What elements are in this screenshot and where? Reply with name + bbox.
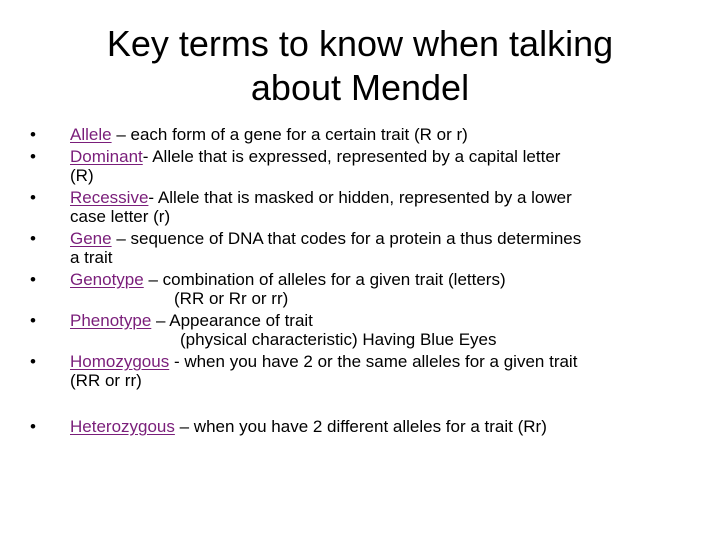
term-genotype: Genotype (70, 270, 144, 289)
term-allele: Allele (70, 125, 112, 144)
bullet-icon: • (30, 147, 36, 166)
title-line-2: about Mendel (250, 67, 470, 108)
definition-homozygous: - when you have 2 or the same alleles for a given trait (169, 352, 578, 371)
term-dominant: Dominant (70, 147, 143, 166)
term-heterozygous: Heterozygous (70, 417, 175, 436)
definition-gene-continued: a trait (70, 248, 113, 267)
definition-genotype: – combination of alleles for a given trait (letters) (143, 270, 506, 289)
list-item-phenotype (28, 311, 688, 349)
list-item-dominant (28, 147, 688, 185)
term-recessive: Recessive (70, 188, 149, 207)
definition-phenotype: – Appearance of trait (151, 311, 313, 330)
bullet-icon: • (30, 125, 36, 144)
list-item-recessive (28, 188, 688, 226)
definition-genotype-continued: (RR or Rr or rr) (174, 289, 289, 308)
definition-homozygous-continued: (RR or rr) (70, 371, 142, 390)
bullet-icon: • (30, 417, 36, 436)
key-terms-list (28, 125, 688, 439)
definition-dominant-continued: (R) (70, 166, 94, 185)
term-phenotype: Phenotype (70, 311, 152, 330)
bullet-icon: • (30, 352, 36, 371)
list-item-gene (28, 229, 688, 267)
definition-phenotype-continued: (physical characteristic) Having Blue Eyes (180, 330, 497, 349)
term-homozygous: Homozygous (70, 352, 170, 371)
definition-recessive-continued: case letter (r) (70, 207, 171, 226)
term-gene: Gene (70, 229, 112, 248)
title-line-1: Key terms to know when talking (106, 23, 614, 64)
definition-heterozygous: – when you have 2 different alleles for a trait (Rr) (174, 417, 547, 436)
definition-allele: – each form of a gene for a certain trait (R or r) (111, 125, 468, 144)
bullet-icon: • (30, 188, 36, 207)
definition-dominant: - Allele that is expressed, represented by a capital letter (142, 147, 561, 166)
definition-gene: – sequence of DNA that codes for a protein a thus determines (111, 229, 582, 248)
bullet-icon: • (30, 229, 36, 248)
list-item-genotype (28, 270, 688, 308)
list-item-allele (28, 125, 688, 144)
list-item-heterozygous (28, 417, 688, 436)
list-item-homozygous (28, 352, 688, 390)
slide-title (40, 22, 680, 110)
definition-recessive: - Allele that is masked or hidden, represented by a lower (148, 188, 572, 207)
bullet-icon: • (30, 270, 36, 289)
bullet-icon: • (30, 311, 36, 330)
